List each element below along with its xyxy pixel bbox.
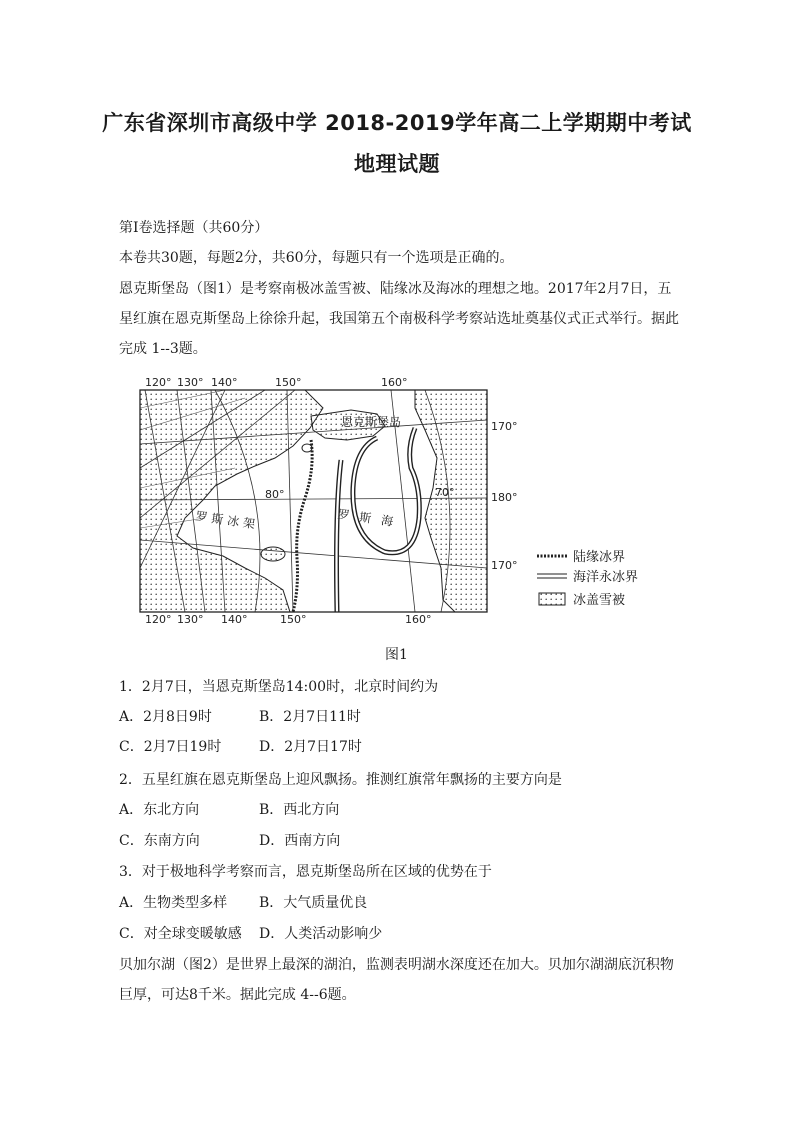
intro-paragraph-1: 恩克斯堡岛（图1）是考察南极冰盖雪被、陆缘冰及海冰的理想之地。2017年2月7日，五星红旗在恩克斯堡岛上徐徐升起，我国第五个南极科学考察站选址奠基仪式正式举行。据此完成 1--3题。: [119, 281, 679, 357]
sea-label: 罗斯海: [336, 507, 404, 531]
lat-70-label: 70°: [435, 486, 455, 499]
bottom-label-150: 150°: [280, 613, 307, 626]
q2-option-d: D．西南方向: [259, 833, 341, 849]
antarctica-ross-sea-map: [115, 368, 675, 628]
q1-option-c: C．2月7日19时: [119, 739, 222, 755]
q3-option-c: C．对全球变暖敏感: [119, 926, 242, 942]
top-label-140: 140°: [211, 376, 238, 389]
question-1-stem: 1．2月7日，当恩克斯堡岛14:00时，北京时间约为: [119, 679, 439, 695]
top-label-130: 130°: [177, 376, 204, 389]
top-label-160: 160°: [381, 376, 408, 389]
legend-ice-cover: 冰盖雪被: [573, 593, 626, 608]
q2-option-a: A．东北方向: [119, 802, 200, 818]
bottom-label-120: 120°: [145, 613, 172, 626]
q1-option-d: D．2月7日17时: [259, 739, 362, 755]
legend-continental-ice: 陆缘冰界: [573, 550, 626, 565]
q2-option-b: B．西北方向: [259, 802, 340, 818]
document-title: 广东省深圳市高级中学 2018-2019学年高二上学期期中考试: [102, 111, 692, 135]
right-label-170-top: 170°: [491, 420, 518, 433]
right-label-180: 180°: [491, 491, 518, 504]
map-legend: [537, 549, 638, 608]
bottom-label-130: 130°: [177, 613, 204, 626]
q3-option-d: D．人类活动影响少: [259, 926, 383, 942]
lat-80-label: 80°: [265, 488, 285, 501]
bottom-label-160: 160°: [405, 613, 432, 626]
q3-option-b: B．大气质量优良: [259, 895, 368, 911]
top-label-120: 120°: [145, 376, 172, 389]
q2-option-c: C．东南方向: [119, 833, 200, 849]
ice-shelf-label: 罗斯冰架: [194, 509, 260, 532]
intro-paragraph-2: 贝加尔湖（图2）是世界上最深的湖泊，监测表明湖水深度还在加大。贝加尔湖湖底沉积物巨厚，可达8千米。据此完成 4--6题。: [119, 957, 674, 1003]
section-instruction: 本卷共30题，每题2分，共60分，每题只有一个选项是正确的。: [119, 250, 514, 266]
document-subtitle: 地理试题: [354, 152, 440, 176]
q1-option-a: A．2月8日9时: [119, 709, 212, 725]
right-label-170-bottom: 170°: [491, 559, 518, 572]
question-3-stem: 3．对于极地科学考察而言，恩克斯堡岛所在区域的优势在于: [119, 864, 492, 880]
bottom-label-140: 140°: [221, 613, 248, 626]
legend-sea-ice: 海洋永冰界: [573, 570, 639, 585]
section-heading: 第Ⅰ卷选择题（共60分）: [119, 220, 269, 236]
island-label: 恩克斯堡岛: [341, 415, 402, 429]
question-2-stem: 2．五星红旗在恩克斯堡岛上迎风飘扬。推测红旗常年飘扬的主要方向是: [119, 772, 562, 788]
q1-option-b: B．2月7日11时: [259, 709, 361, 725]
top-label-150: 150°: [275, 376, 302, 389]
q3-option-a: A．生物类型多样: [119, 895, 228, 911]
figure-caption: 图1: [385, 647, 408, 663]
